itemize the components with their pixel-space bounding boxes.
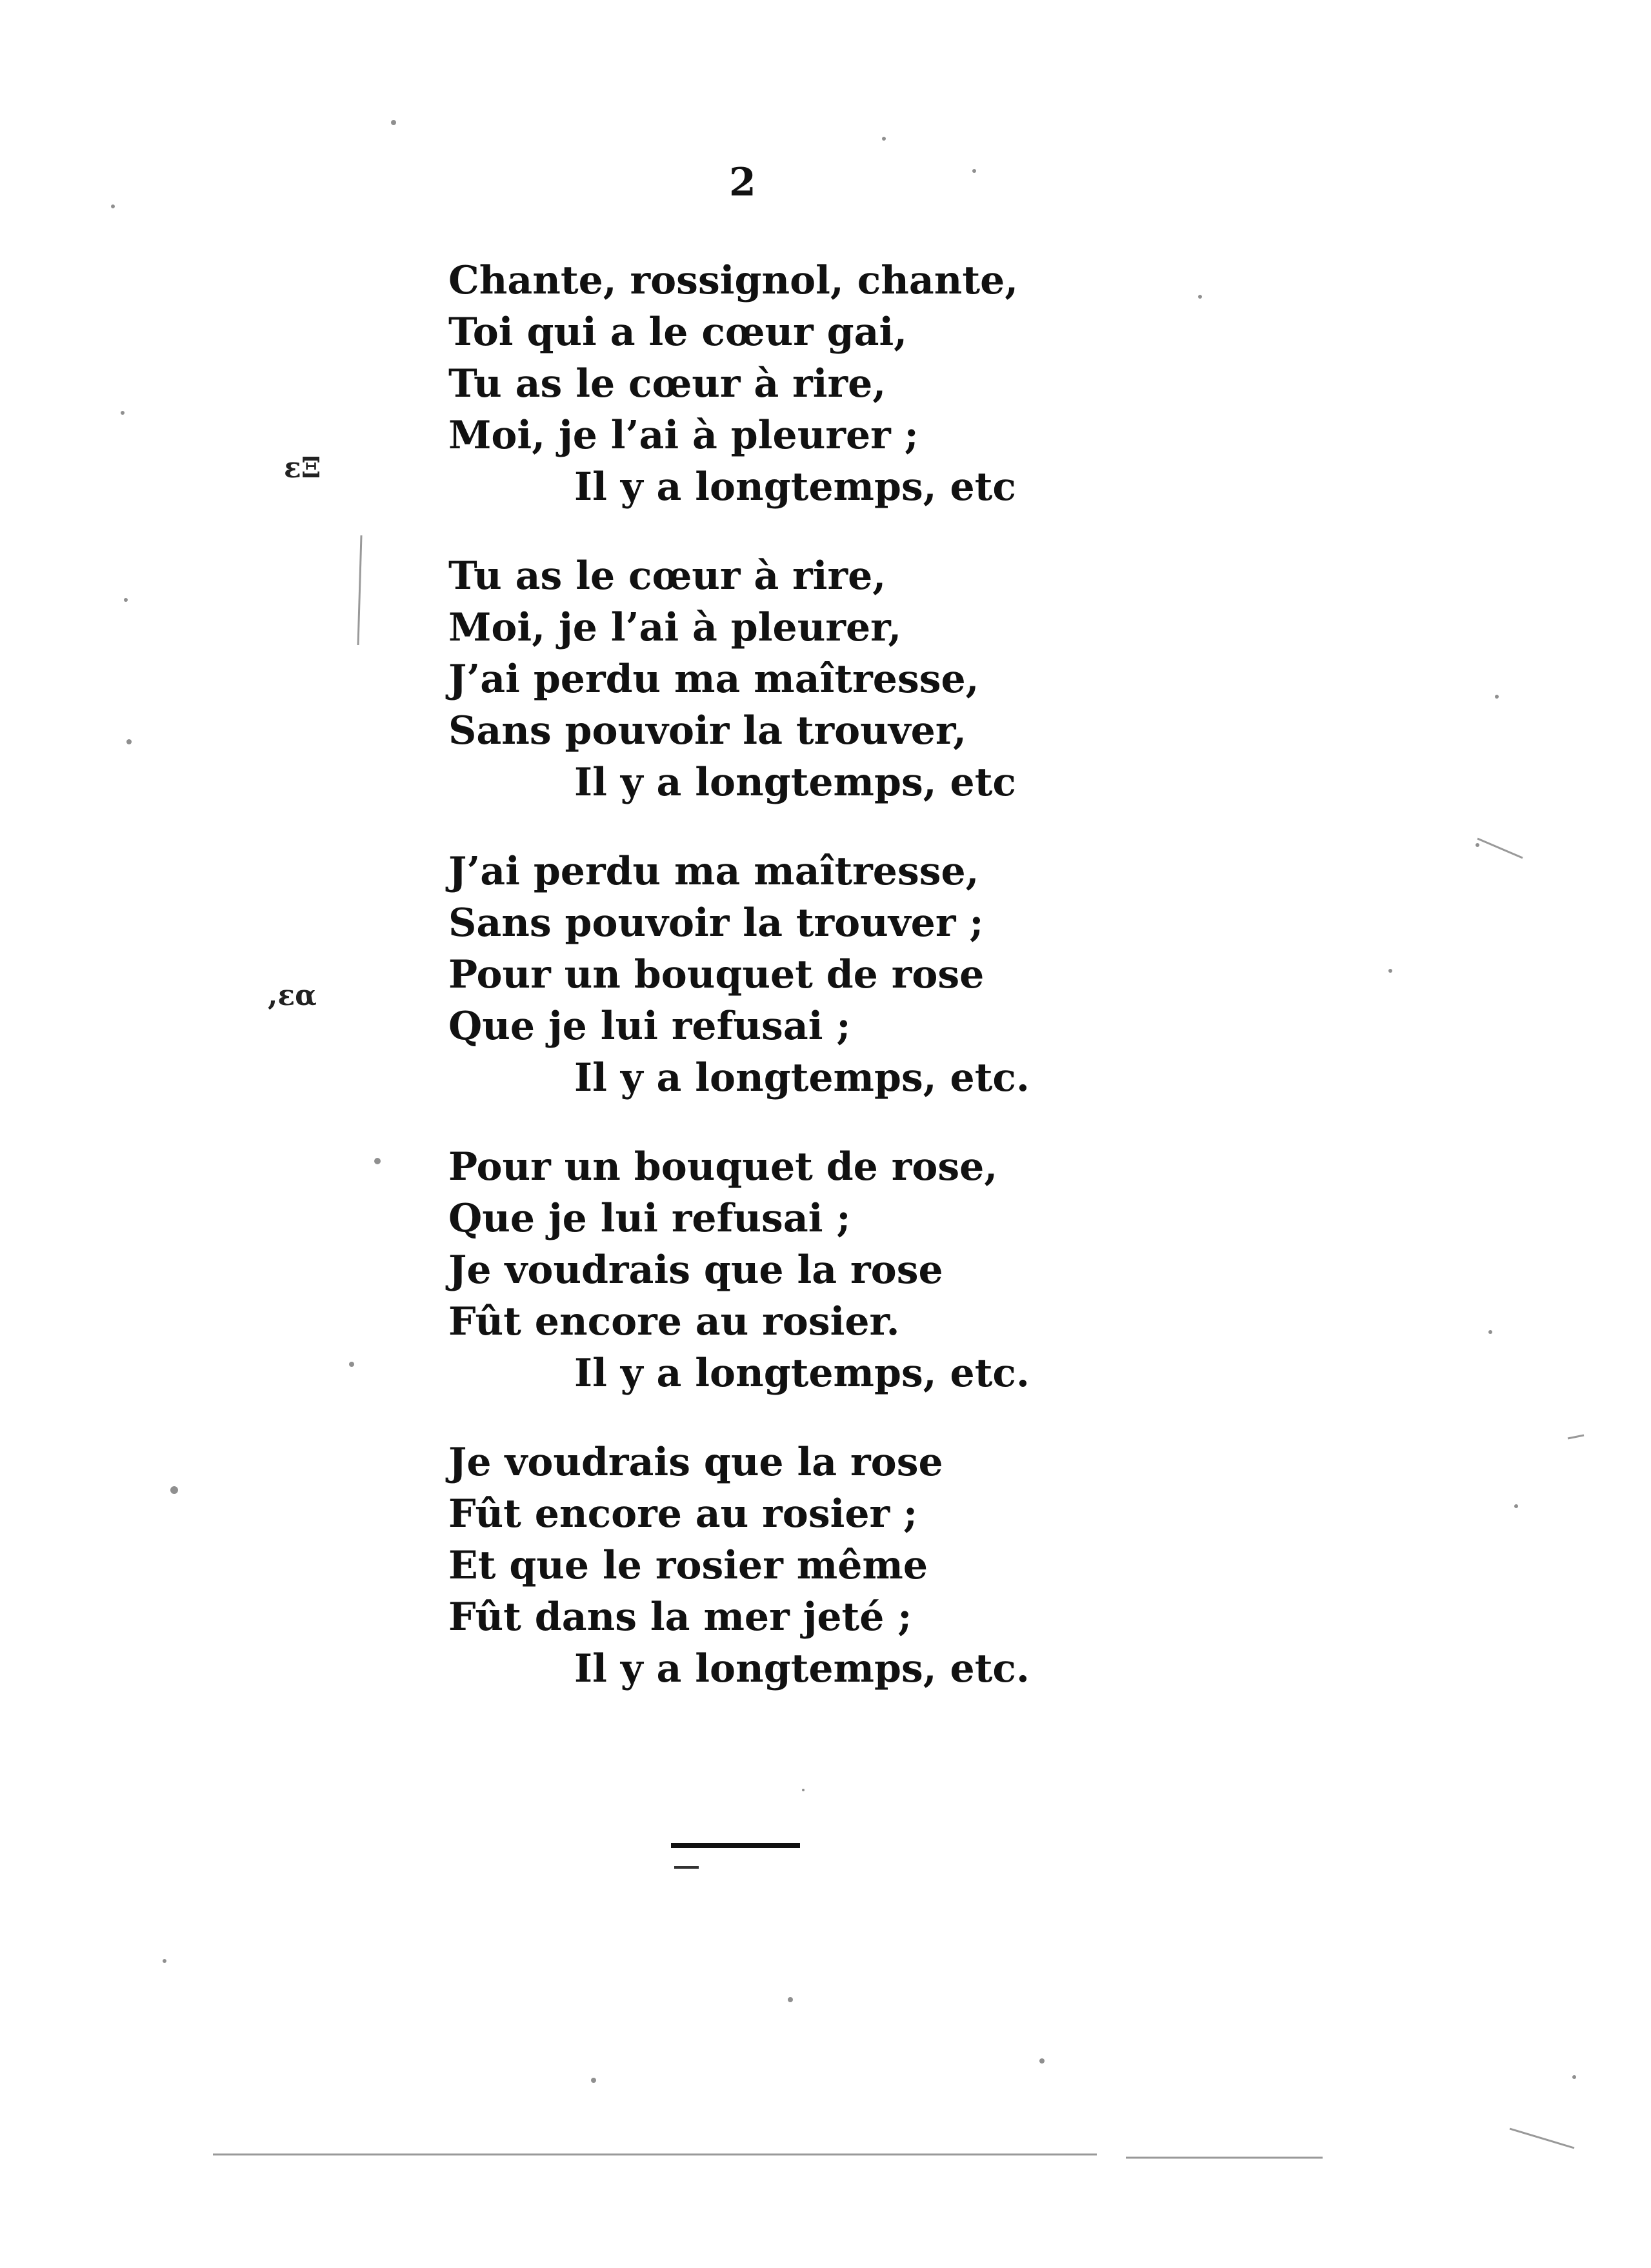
verse-line: J’ai perdu ma maîtresse, <box>448 657 979 702</box>
verse-line: Je voudrais que la rose <box>448 1248 943 1293</box>
verse-line: Fût encore au rosier. <box>448 1299 900 1344</box>
verse-line: Et que le rosier même <box>448 1543 928 1588</box>
verse-line: Moi, je l’ai à pleurer ; <box>448 413 919 458</box>
refrain-line: Il y a longtemps, etc. <box>574 1055 1030 1100</box>
verse-line: Je voudrais que la rose <box>448 1440 943 1485</box>
verse-line: Pour un bouquet de rose, <box>448 1144 998 1189</box>
verse-line: Sans pouvoir la trouver ; <box>448 900 984 946</box>
refrain-line: Il y a longtemps, etc. <box>574 1351 1030 1396</box>
verse-line: Tu as le cœur à rire, <box>448 553 886 599</box>
verse-line: J’ai perdu ma maîtresse, <box>448 849 979 894</box>
refrain-line: Il y a longtemps, etc. <box>574 1646 1030 1691</box>
verse-line: Fût encore au rosier ; <box>448 1491 918 1537</box>
page-number: 2 <box>729 160 756 205</box>
margin-mark: εΞ <box>284 452 321 484</box>
verse-line: Moi, je l’ai à pleurer, <box>448 605 902 650</box>
verse-line: Pour un bouquet de rose <box>448 952 985 997</box>
verse-line: Fût dans la mer jeté ; <box>448 1595 912 1640</box>
refrain-line: Il y a longtemps, etc <box>574 464 1016 510</box>
refrain-line: Il y a longtemps, etc <box>574 760 1016 805</box>
verse-line: Que je lui refusai ; <box>448 1196 851 1241</box>
verse-line: Que je lui refusai ; <box>448 1004 851 1049</box>
margin-mark: ,εα <box>268 979 317 1012</box>
verse-line: Toi qui a le cœur gai, <box>448 310 908 355</box>
verse-line: Tu as le cœur à rire, <box>448 361 886 406</box>
verse-line: Sans pouvoir la trouver, <box>448 708 966 753</box>
verse-line: Chante, rossignol, chante, <box>448 258 1019 303</box>
